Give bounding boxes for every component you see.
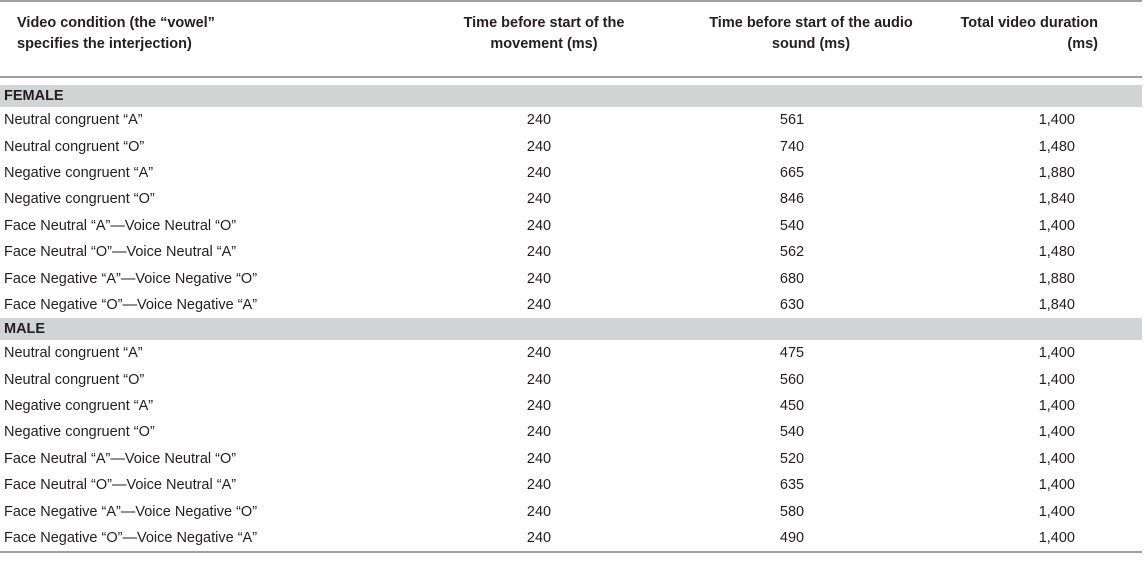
duration-cell: 1,880 — [1038, 270, 1075, 287]
audio-time-cell: 561 — [779, 112, 805, 129]
audio-time-cell: 540 — [779, 217, 805, 234]
table-row — [0, 265, 1142, 291]
audio-time-cell: 630 — [779, 296, 805, 313]
movement-time-cell: 240 — [526, 530, 552, 547]
table-body — [0, 77, 1142, 553]
header-spacer — [0, 77, 1142, 85]
header-audio: Time before start of the audio sound (ms) — [638, 2, 934, 77]
header-condition: Video condition (the “vowel” specifies the interjection) — [0, 2, 360, 77]
duration-cell: 1,880 — [1038, 164, 1075, 181]
audio-time-cell: 635 — [779, 477, 805, 494]
movement-time-cell: 240 — [526, 191, 552, 208]
movement-time-cell: 240 — [526, 138, 552, 155]
movement-time-cell: 240 — [526, 217, 552, 234]
table-row — [0, 340, 1142, 366]
table-row — [0, 525, 1142, 552]
audio-time-cell: 740 — [779, 138, 805, 155]
audio-time-cell: 846 — [779, 191, 805, 208]
group-row-male — [0, 318, 1142, 340]
movement-time-cell: 240 — [526, 164, 552, 181]
header-row — [0, 2, 1142, 77]
condition-cell: Face Neutral “A”—Voice Neutral “O” — [4, 450, 237, 467]
audio-time-cell: 520 — [779, 450, 805, 467]
audio-time-cell: 490 — [779, 530, 805, 547]
movement-time-cell: 240 — [526, 371, 552, 388]
condition-cell: Face Negative “O”—Voice Negative “A” — [4, 296, 258, 313]
table-row — [0, 186, 1142, 212]
movement-time-cell: 240 — [526, 296, 552, 313]
duration-cell: 1,400 — [1038, 503, 1075, 520]
condition-cell: Face Negative “O”—Voice Negative “A” — [4, 530, 258, 547]
movement-time-cell: 240 — [526, 477, 552, 494]
table-row — [0, 133, 1142, 159]
duration-cell: 1,840 — [1038, 296, 1075, 313]
condition-cell: Negative congruent “O” — [4, 424, 155, 441]
movement-time-cell: 240 — [526, 424, 552, 441]
movement-time-cell: 240 — [526, 270, 552, 287]
condition-cell: Neutral congruent “A” — [4, 112, 143, 129]
bottom-rule — [0, 552, 1142, 553]
movement-time-cell: 240 — [526, 450, 552, 467]
duration-cell: 1,400 — [1038, 112, 1075, 129]
movement-time-cell: 240 — [526, 503, 552, 520]
audio-time-cell: 540 — [779, 424, 805, 441]
duration-cell: 1,840 — [1038, 191, 1075, 208]
table-row — [0, 107, 1142, 133]
group-row-female — [0, 85, 1142, 107]
group-label: FEMALE — [0, 85, 1142, 107]
duration-cell: 1,400 — [1038, 398, 1075, 415]
condition-cell: Face Negative “A”—Voice Negative “O” — [4, 270, 258, 287]
table-row — [0, 292, 1142, 318]
table-row — [0, 367, 1142, 393]
table-row — [0, 239, 1142, 265]
duration-cell: 1,400 — [1038, 345, 1075, 362]
condition-cell: Face Negative “A”—Voice Negative “O” — [4, 503, 258, 520]
movement-time-cell: 240 — [526, 345, 552, 362]
condition-cell: Face Neutral “O”—Voice Neutral “A” — [4, 477, 237, 494]
condition-cell: Neutral congruent “O” — [4, 371, 145, 388]
audio-time-cell: 680 — [779, 270, 805, 287]
table-row — [0, 472, 1142, 498]
duration-cell: 1,400 — [1038, 477, 1075, 494]
header-duration: Total video duration (ms) — [934, 2, 1142, 77]
group-label: MALE — [0, 318, 1142, 340]
audio-time-cell: 560 — [779, 371, 805, 388]
table-row — [0, 446, 1142, 472]
condition-cell: Negative congruent “A” — [4, 164, 154, 181]
audio-time-cell: 562 — [779, 244, 805, 261]
table-row — [0, 498, 1142, 524]
condition-cell: Face Neutral “A”—Voice Neutral “O” — [4, 217, 237, 234]
audio-time-cell: 665 — [779, 164, 805, 181]
movement-time-cell: 240 — [526, 112, 552, 129]
table-row — [0, 160, 1142, 186]
duration-cell: 1,400 — [1038, 217, 1075, 234]
duration-cell: 1,400 — [1038, 450, 1075, 467]
table-row — [0, 419, 1142, 445]
duration-cell: 1,480 — [1038, 138, 1075, 155]
condition-cell: Neutral congruent “O” — [4, 138, 145, 155]
duration-cell: 1,480 — [1038, 244, 1075, 261]
duration-cell: 1,400 — [1038, 530, 1075, 547]
table-row — [0, 393, 1142, 419]
condition-cell: Negative congruent “A” — [4, 398, 154, 415]
table-header — [0, 1, 1142, 77]
movement-time-cell: 240 — [526, 398, 552, 415]
condition-cell: Negative congruent “O” — [4, 191, 155, 208]
table-row — [0, 213, 1142, 239]
duration-cell: 1,400 — [1038, 371, 1075, 388]
audio-time-cell: 475 — [779, 345, 805, 362]
condition-cell: Neutral congruent “A” — [4, 345, 143, 362]
movement-time-cell: 240 — [526, 244, 552, 261]
audio-time-cell: 450 — [779, 398, 805, 415]
header-movement: Time before start of the movement (ms) — [360, 2, 638, 77]
audio-time-cell: 580 — [779, 503, 805, 520]
condition-cell: Face Neutral “O”—Voice Neutral “A” — [4, 244, 237, 261]
duration-cell: 1,400 — [1038, 424, 1075, 441]
